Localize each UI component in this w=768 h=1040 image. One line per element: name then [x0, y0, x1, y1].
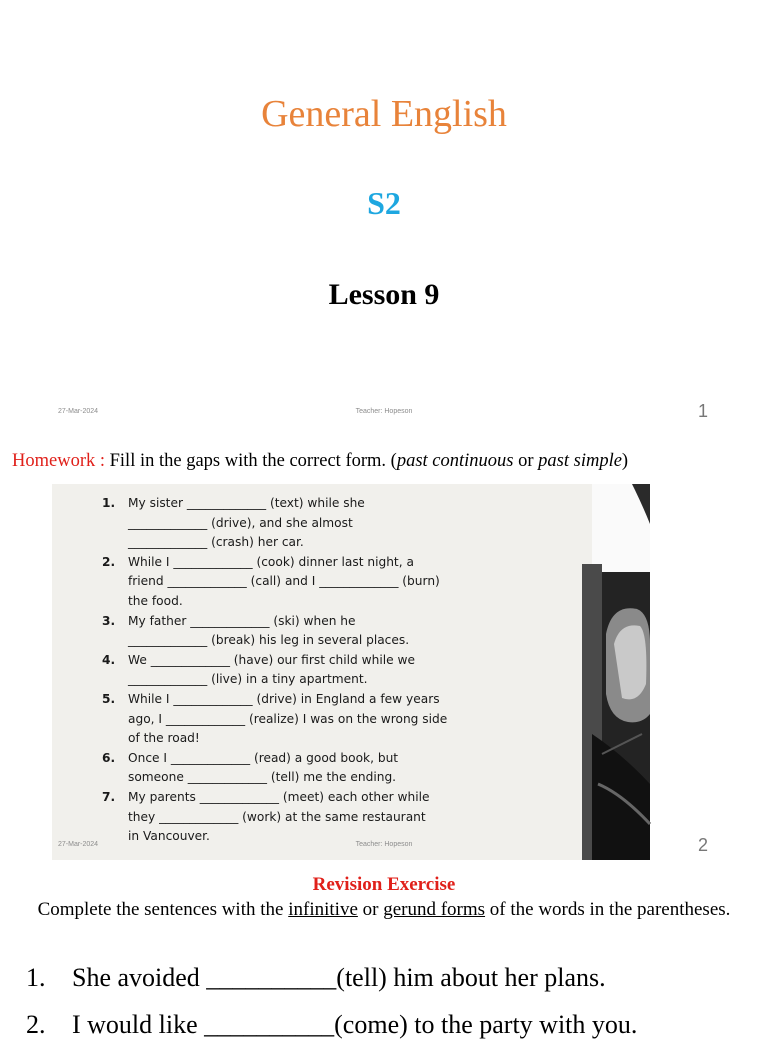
exercise-line: of the road!: [128, 731, 200, 746]
footer-date: 27-Mar-2024: [58, 408, 99, 415]
exercise-number: 4.: [102, 652, 116, 667]
exercise-item: [102, 612, 522, 651]
exercise-line: ago, I _____________ (realize) I was on the wrong side: [128, 711, 448, 726]
revision-item-text: I would like __________(come) to the party with you.: [72, 1010, 638, 1039]
exercise-item: [102, 651, 522, 690]
footer-teacher: Teacher: Hopeson: [355, 408, 413, 415]
exercise-line: _____________ (crash) her car.: [128, 535, 304, 550]
form-past-simple: past simple: [538, 451, 622, 471]
term-gerund: gerund forms: [383, 899, 486, 920]
term-infinitive: infinitive: [288, 899, 358, 920]
car-photo-image: [592, 484, 650, 860]
class-level: S2: [367, 185, 401, 221]
exercise-line: they _____________ (work) at the same restaurant: [128, 809, 426, 824]
homework-slide: [0, 432, 768, 864]
page-number: 1: [697, 401, 708, 421]
exercise-line: someone _____________ (tell) me the ending.: [128, 770, 397, 785]
exercise-number: 3.: [102, 613, 116, 628]
revision-instruction: Complete the sentences with the infinitive or gerund forms of the words in the parentheses.: [37, 899, 731, 920]
exercise-number: 1.: [102, 496, 116, 510]
homework-label: Homework :: [12, 451, 105, 471]
form-past-continuous: past continuous: [396, 451, 514, 471]
homework-instruction: Homework : Fill in the gaps with the correct form. (past continuous or past simple): [12, 451, 629, 471]
lesson-title: Lesson 9: [328, 278, 440, 311]
exercise-line: Once I _____________ (read) a good book, but: [128, 750, 399, 765]
exercise-line: My father _____________ (ski) when he: [128, 613, 356, 628]
revision-item: [26, 1010, 637, 1040]
exercise-line: friend _____________ (call) and I _____________ (burn): [128, 574, 440, 589]
worksheet-photo: [592, 484, 650, 860]
revision-slide: [0, 864, 768, 1039]
title-slide: [0, 0, 768, 432]
revision-title: Revision Exercise: [312, 874, 456, 895]
exercise-line: the food.: [128, 593, 183, 608]
page-number: 2: [697, 835, 708, 855]
exercise-item: [102, 788, 522, 847]
exercise-line: _____________ (drive), and she almost: [128, 515, 353, 530]
exercise-item: [102, 749, 522, 788]
exercise-number: 6.: [102, 750, 116, 765]
exercise-item: [102, 494, 522, 553]
revision-item: [26, 963, 606, 993]
exercise-line: My parents _____________ (meet) each other while: [128, 789, 430, 804]
exercise-number: 5.: [102, 691, 116, 706]
exercise-line: _____________ (live) in a tiny apartment.: [128, 672, 368, 687]
footer-date: 27-Mar-2024: [58, 841, 99, 848]
worksheet-scan: [52, 484, 650, 860]
revision-item-number: 1.: [26, 963, 46, 992]
exercise-line: While I _____________ (cook) dinner last night, a: [128, 554, 414, 569]
exercise-number: 7.: [102, 789, 116, 804]
exercise-number: 2.: [102, 554, 116, 569]
footer-teacher: Teacher: Hopeson: [355, 841, 413, 848]
exercise-line: We _____________ (have) our first child while we: [128, 652, 415, 667]
revision-item-text: She avoided __________(tell) him about her plans.: [72, 963, 606, 992]
exercise-line: _____________ (break) his leg in several places.: [128, 633, 410, 648]
course-title: General English: [261, 93, 507, 135]
revision-item-number: 2.: [26, 1010, 46, 1039]
exercise-list: [102, 494, 522, 847]
exercise-item: [102, 553, 522, 612]
exercise-line: While I _____________ (drive) in England a few years: [128, 691, 440, 706]
exercise-item: [102, 690, 522, 749]
exercise-line: My sister _____________ (text) while she: [128, 496, 365, 510]
exercise-line: in Vancouver.: [128, 829, 210, 844]
